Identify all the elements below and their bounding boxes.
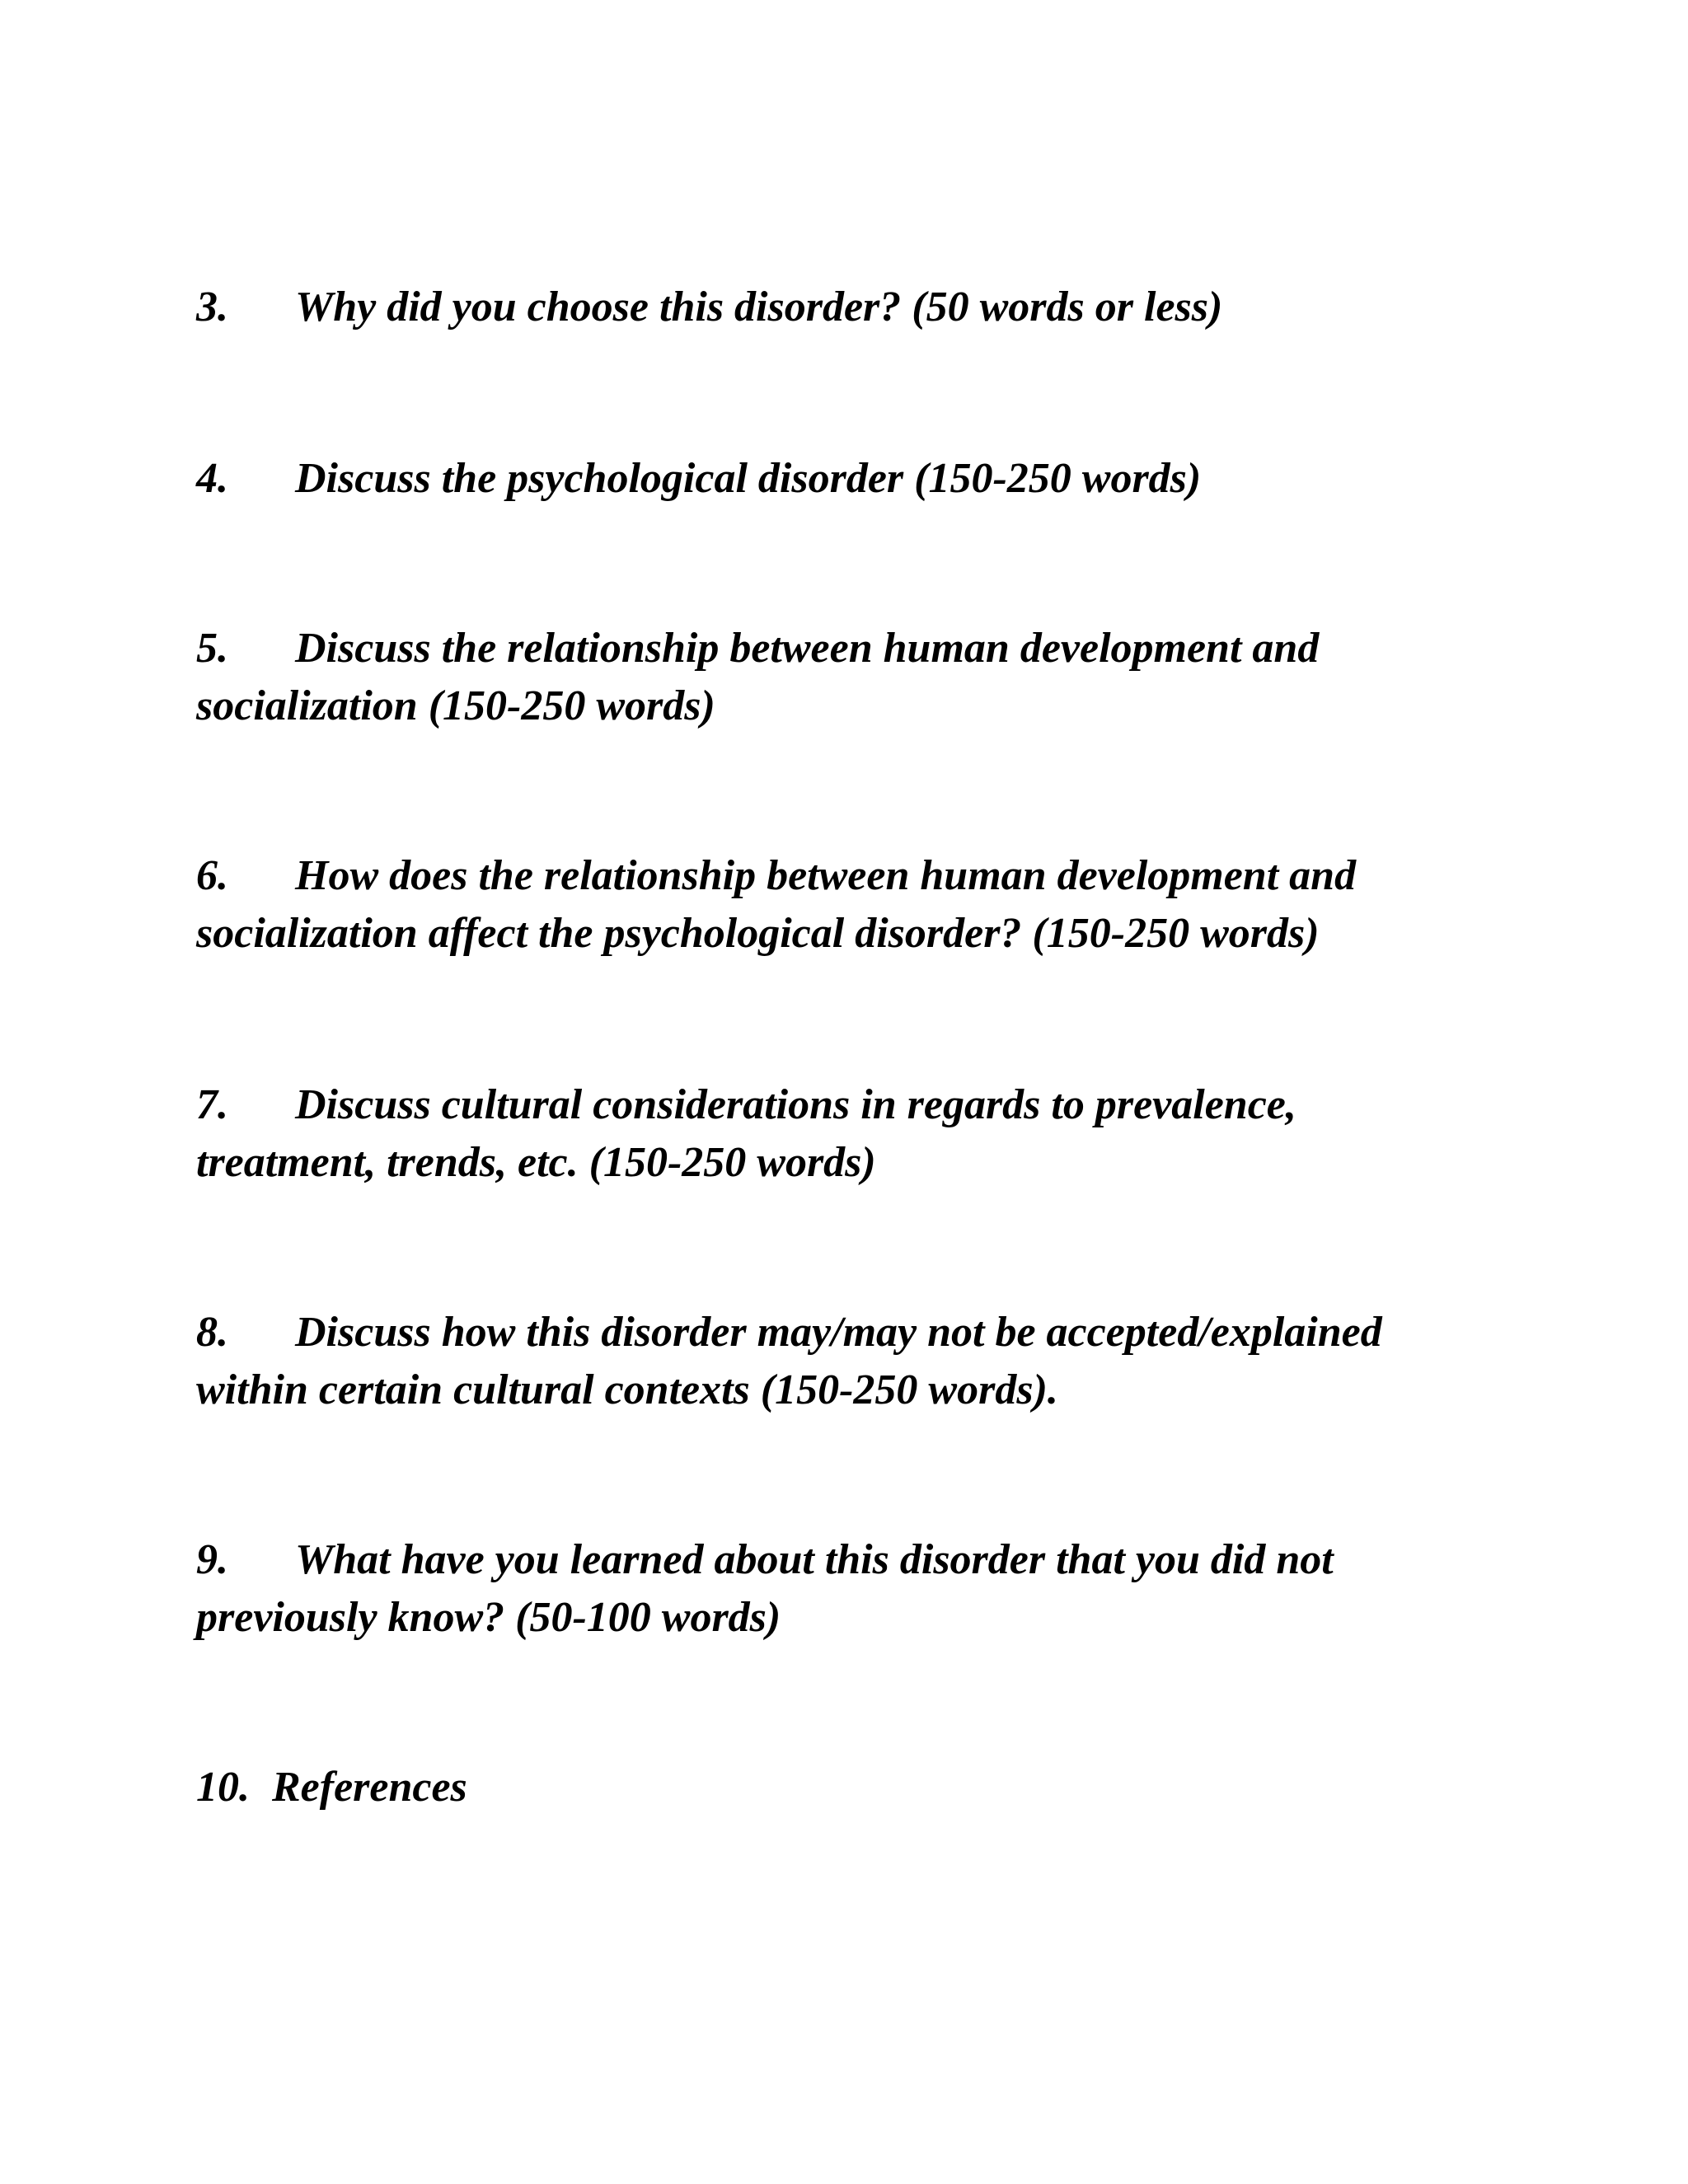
question-text-continued: treatment, trends, etc. (150-250 words) xyxy=(196,1139,876,1186)
question-8 xyxy=(196,1304,1482,1419)
question-number: 9. xyxy=(196,1536,228,1583)
question-10 xyxy=(196,1759,1482,1816)
question-text: References xyxy=(272,1764,467,1811)
question-5 xyxy=(196,620,1482,735)
question-text-continued: socialization affect the psychological disorder? (150-250 words) xyxy=(196,910,1320,957)
question-number: 4. xyxy=(196,455,228,502)
question-number: 3. xyxy=(196,284,228,330)
question-number: 5. xyxy=(196,625,228,672)
question-text: Why did you choose this disorder? (50 words or less) xyxy=(295,284,1223,330)
question-7 xyxy=(196,1076,1482,1192)
question-text: What have you learned about this disorder that you did not xyxy=(295,1536,1334,1583)
question-number: 7. xyxy=(196,1081,228,1128)
question-3 xyxy=(196,279,1482,336)
question-4 xyxy=(196,450,1482,508)
question-number: 6. xyxy=(196,852,228,899)
question-text: Discuss the psychological disorder (150-250 words) xyxy=(295,455,1202,502)
question-number: 8. xyxy=(196,1309,228,1356)
question-text: How does the relationship between human development and xyxy=(295,852,1357,899)
question-text-continued: within certain cultural contexts (150-250 words). xyxy=(196,1366,1058,1413)
question-text-continued: socialization (150-250 words) xyxy=(196,682,715,729)
question-text: Discuss cultural considerations in regards to prevalence, xyxy=(295,1081,1296,1128)
question-text: Discuss how this disorder may/may not be accepted/explained xyxy=(295,1309,1382,1356)
question-6 xyxy=(196,847,1482,963)
question-text-continued: previously know? (50-100 words) xyxy=(196,1594,781,1641)
question-number: 10. xyxy=(196,1764,250,1811)
question-9 xyxy=(196,1531,1482,1647)
question-text: Discuss the relationship between human development and xyxy=(295,625,1320,672)
